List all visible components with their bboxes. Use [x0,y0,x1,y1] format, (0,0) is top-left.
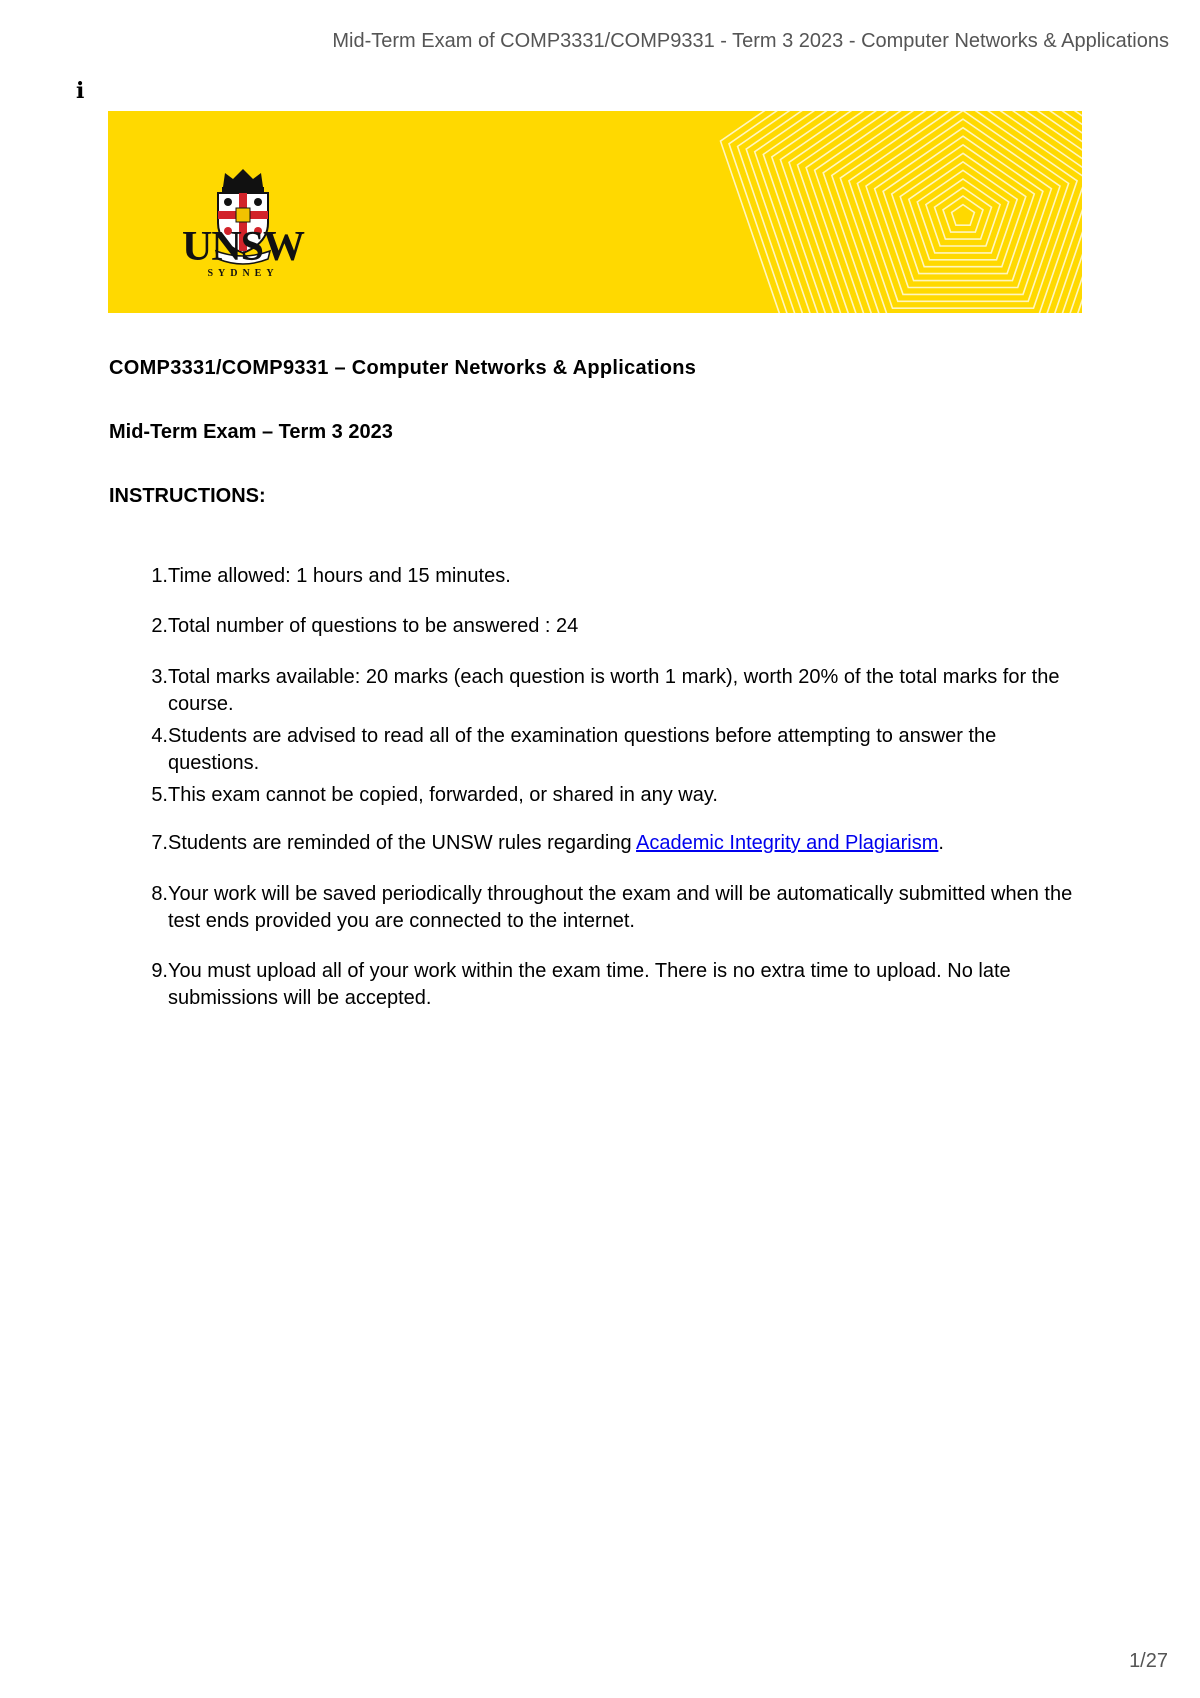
item-text: You must upload all of your work within the exam time. There is no extra time to upload. No late submissions will be accepted. [168,960,1011,1009]
pattern-ring [943,196,983,232]
pattern-ring [798,111,1083,313]
item-number: 3. [151,666,168,688]
logo-wordmark: UNSW [181,224,305,270]
logo-subtitle: SYDNEY [207,268,279,279]
item-text: Total marks available: 20 marks (each question is worth 1 mark), worth 20% of the total marks for the course. [168,666,1060,715]
course-title: COMP3331/COMP9331 – Computer Networks & Applications [109,357,697,379]
item-text-after: . [938,832,944,854]
item-text: Your work will be saved periodically throughout the exam and will be automatically submitted when the test ends provided you are connected to the internet. [168,883,1073,932]
item-number: 5. [151,784,168,806]
academic-integrity-link[interactable]: Academic Integrity and Plagiarism [636,832,939,854]
item-text: Time allowed: 1 hours and 15 minutes. [168,565,511,587]
item-number: 2. [151,615,168,637]
instructions-heading: INSTRUCTIONS: [109,485,266,507]
pattern-ring [875,128,1052,288]
unsw-banner [108,111,1082,313]
pattern-ring [857,111,1068,301]
running-header: Mid-Term Exam of COMP3331/COMP9331 - Term 3 2023 - Computer Networks & Applications [332,30,1169,52]
pattern-ring [738,111,1082,313]
item-text: Students are advised to read all of the examination questions before attempting to answer the questions. [168,725,997,774]
item-number: 1. [151,565,168,587]
pattern-ring [892,145,1035,274]
item-text-before: Students are reminded of the UNSW rules regarding [168,832,637,854]
item-number: 7. [151,832,168,854]
item-number: 9. [151,960,168,982]
item-text: This exam cannot be copied, forwarded, or shared in any way. [168,784,718,806]
item-number: 4. [151,725,168,747]
pattern-ring [917,170,1008,253]
pattern-ring [909,162,1017,260]
pattern-ring [952,205,975,226]
item-text: Total number of questions to be answered : 24 [168,615,579,637]
item-number: 8. [151,883,168,905]
info-icon: i [76,78,85,104]
item-text [168,830,1088,857]
exam-title: Mid-Term Exam – Term 3 2023 [109,421,393,443]
page-number: 1/27 [1129,1650,1168,1672]
